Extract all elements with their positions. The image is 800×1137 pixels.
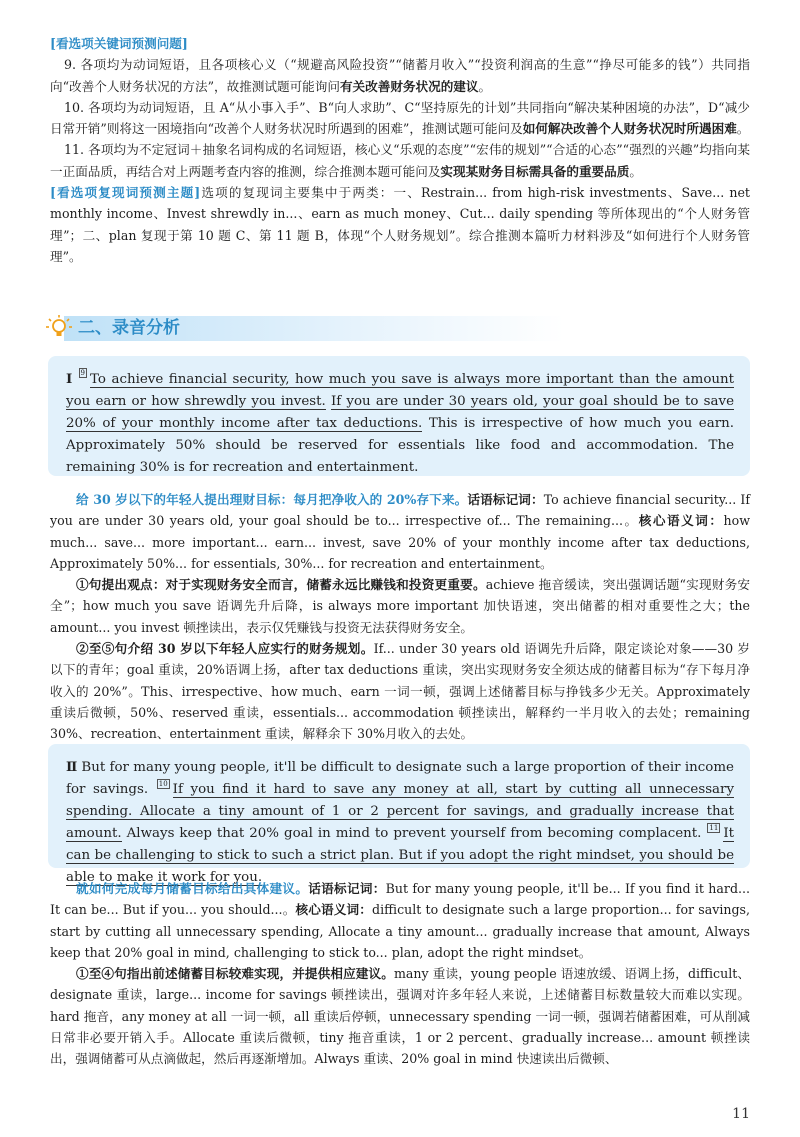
section-title: 二、录音分析 (78, 318, 180, 338)
transcript-box-1 (48, 356, 750, 476)
page-number: 11 (732, 1106, 750, 1122)
question-marker-11: 11 (709, 824, 719, 832)
note-theme: [看选项复现词预测主题]选项的复现词主要集中于两类：一、Restrain... from high-risk investments、Save... net monthly income、Invest shrewdly in...、earn as much money、Cut... daily spending 等所体现出的“个人财务管理”；二、plan 复现于第 10 题 C、第 11 题 B，体现“个人财务规划”。综合推测本篇听力材料涉及“如何进行个人财务管理”。 (50, 185, 750, 264)
question-marker-9: 9 (80, 369, 85, 377)
analysis-1-summary: 给 30 岁以下的年轻人提出理财目标：每月把净收入的 20%存下来。话语标记词：To achieve financial security... If you are under 30 years old, your goal should be to... irrespective of... The remaining...。核心语义词：how much... save... more important... earn... invest, save 20% of your monthly income after tax deductions, Approximately 50%... for essentials, 30%... for recreation and entertainment。 (50, 492, 751, 571)
note-q9: 9. 各项均为动词短语，且各项核心义（“规避高风险投资”“储蓄月收入”“投资利润高的生意”“挣尽可能多的钱”）共同指向“改善个人财务状况的方法”，故推测试题可能询问有关改善财务状况的建议。 (50, 57, 750, 94)
tag-keywords: [看选项关键词预测问题] (50, 36, 188, 51)
analysis-2 (50, 878, 750, 1070)
analysis-1-point-1: ①句提出观点：对于实现财务安全而言，储蓄永远比赚钱和投资更重要。achieve 拖音缓读，突出强调话题“实现财务安全”；how much you save 语调先升后降，is always more important 加快语速，突出储蓄的相对重要性之大；the amount... you invest 顿挫读出，表示仅凭赚钱与投资无法获得财务安全。 (50, 577, 750, 635)
transcript-2-text: Ⅱ But for many young people, it'll be difficult to designate such a large proportion of their income for savings. 10 If you find it hard to save any money at all, start by cutting all unnecessary spending. Allocate a tiny amount of 1 or 2 percent for savings, and gradually increase that amount. Always keep that 20% goal in mind to prevent yourself from becoming complacent. 11 It can be challenging to stick to such a strict plan. But if you adopt the right mindset, you should be able to make it work for you. (66, 759, 735, 885)
transcript-box-2 (48, 744, 750, 885)
note-q10: 10. 各项均为动词短语，且 A“从小事入手”、B“向人求助”、C“坚持原先的计划”共同指向“解决某种困境的办法”，D“减少日常开销”则将这一困境指向“改善个人财务状况时所遇到的困难”，推测试题可能问及如何解决改善个人财务状况时所遇困难。 (50, 99, 750, 137)
analysis-1-point-2: ②至⑤句介绍 30 岁以下年轻人应实行的财务规划。If... under 30 years old 语调先升后降，限定谈论对象——30 岁以下的青年；goal 重读，20%语调上扬，after tax deductions 重读，突出实现财务安全须达成的储蓄目标为“存下每月净收入的 20%”。This、irrespective、how much、earn 一词一顿，强调上述储蓄目标与挣钱多少无关。Approximately 重读后微顿，50%、reserved 重读，essentials... accommodation 顿挫读出，解释约一半月收入的去处；remaining 30%、recreation、entertainment 重读，解释余下 30%月收入的去处。 (50, 641, 750, 742)
transcript-1-text: Ⅰ 9 To achieve financial security, how much you save is always more important than the amount you earn or how shrewdly you invest. If you are under 30 years old, your goal should be to save 20% of your monthly income after tax deductions. This is irrespective of how much you earn. Approximately 50% should be reserved for essentials like food and accommodation. The remaining 30% is for recreation and entertainment. (66, 369, 735, 475)
lightbulb-icon (44, 313, 74, 343)
analysis-2-point-1: ①至④句指出前述储蓄目标较难实现，并提供相应建议。many 重读，young people 语速放缓、语调上扬，difficult、designate 重读，large... income for savings 顿挫读出，强调对许多年轻人来说，上述储蓄目标数量较大而难以实现。hard 拖音，any money at all 一词一顿，all 重读后停顿，unnecessary spending 一词一顿，强调若储蓄困难，可从削减日常非必要开销入手。Allocate 重读后微顿，tiny 拖音重读，1 or 2 percent、gradually increase... amount 顿挫读出，强调储蓄可从点滴做起，然后再逐渐增加。Always 重读、20% goal in mind 快速读出后微顿、 (50, 966, 751, 1067)
analysis-2-summary: 就如何完成每月储蓄目标给出具体建议。话语标记词：But for many young people, it'll be... If you find it hard... It can be... But if you... you should...。核心语义词：difficult to designate such a large proportion... for savings, start by cutting all unnecessary spending, Allocate a tiny amount... gradually increase that amount, Always keep that 20% goal in mind, challenging to stick to... plan, adopt the right mindset。 (50, 881, 751, 960)
section-header (44, 313, 564, 343)
prediction-notes (50, 33, 750, 267)
question-marker-10: 10 (158, 780, 168, 788)
analysis-1 (50, 489, 750, 745)
note-q11: 11. 各项均为不定冠词＋抽象名词构成的名词短语，核心义“乐观的态度”“宏伟的规划”“合适的心态”“强烈的兴趣”均指向某一正面品质，再结合对上两题考查内容的推测，综合推测本题可能问及实现某财务目标需具备的重要品质。 (50, 142, 750, 179)
